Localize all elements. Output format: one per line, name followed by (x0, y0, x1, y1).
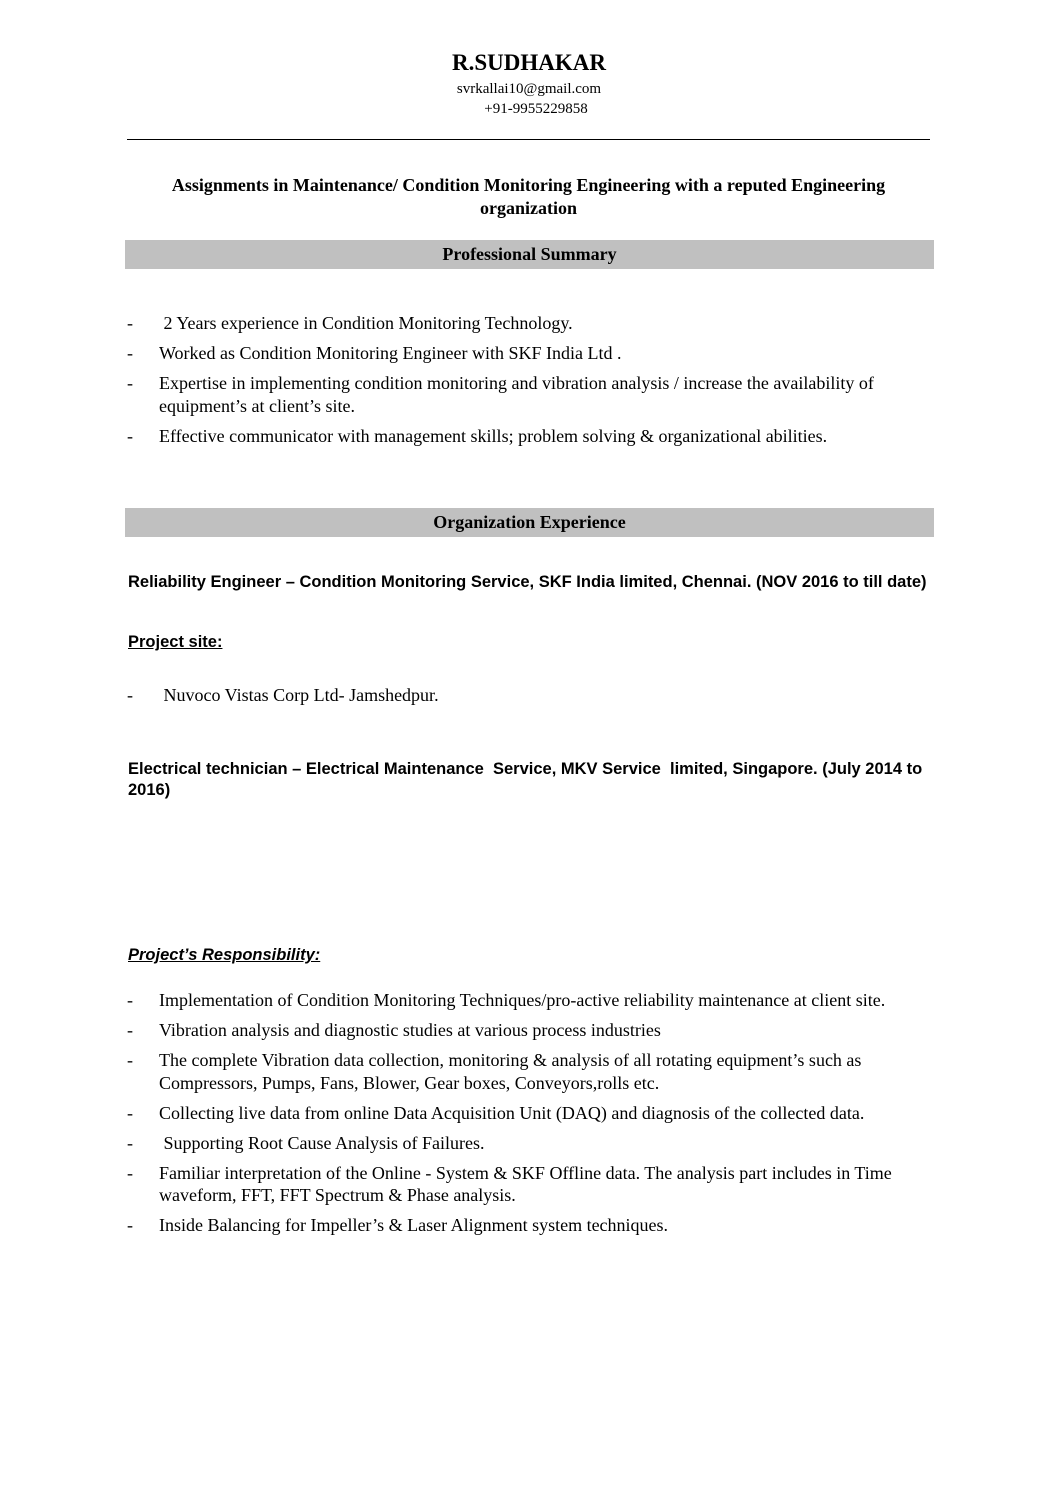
career-objective: Assignments in Maintenance/ Condition Monitoring Engineering with a reputed Engineering organization (171, 175, 886, 218)
dash-bullet: - (127, 1050, 133, 1070)
dash-bullet: - (127, 1102, 133, 1123)
phone-number: +91-9955229858 (484, 101, 588, 117)
dash-bullet: - (127, 990, 133, 1010)
list-item: - Familiar interpretation of the Online - System & SKF Offline data. The analysis part includes in Time waveform, FFT, FFT Spectrum & Phase analysis. (127, 1162, 892, 1205)
list-item: - 2 Years experience in Condition Monitoring Technology. (127, 313, 573, 333)
job-title-electrical-technician: Electrical technician – Electrical Maintenance Service, MKV Service limited, Singapore. (July 2014 to 2016) (128, 760, 927, 799)
project-site-heading: Project site: (128, 633, 223, 651)
dash-bullet: - (127, 343, 133, 363)
list-item: - Effective communicator with management skills; problem solving & organizational abilities. (127, 425, 828, 446)
job-title-reliability-engineer: Reliability Engineer – Condition Monitoring Service, SKF India limited, Chennai. (NOV 2016 to till date) (128, 573, 927, 591)
section-header-organization-experience: Organization Experience (125, 508, 934, 537)
list-item: - Supporting Root Cause Analysis of Failures. (127, 1132, 485, 1153)
dash-bullet: - (127, 685, 133, 705)
dash-bullet: - (127, 1162, 133, 1183)
list-item: - Collecting live data from online Data Acquisition Unit (DAQ) and diagnosis of the collected data. (127, 1102, 865, 1123)
list-item: - Nuvoco Vistas Corp Ltd- Jamshedpur. (127, 685, 439, 705)
dash-bullet: - (127, 425, 133, 446)
dash-bullet: - (127, 313, 133, 333)
candidate-name: R.SUDHAKAR (452, 50, 606, 75)
dash-bullet: - (127, 1215, 133, 1235)
email-address: svrkallai10@gmail.com (456, 81, 602, 97)
list-item: - Implementation of Condition Monitoring Techniques/pro-active reliability maintenance at client site. (127, 990, 886, 1010)
list-item: - Vibration analysis and diagnostic studies at various process industries (127, 1020, 661, 1040)
summary-list (127, 312, 937, 455)
responsibility-heading: Project’s Responsibility: (128, 946, 321, 964)
list-item: - The complete Vibration data collection, monitoring & analysis of all rotating equipment’s such as Compressors, Pumps, Fans, Blower, Gear boxes, Conveyors,rolls etc. (127, 1050, 862, 1093)
project-site-list (127, 684, 937, 714)
dash-bullet: - (127, 1132, 133, 1153)
list-item: - Worked as Condition Monitoring Engineer with SKF India Ltd . (127, 343, 622, 363)
header-divider (127, 139, 930, 140)
section-header-professional-summary: Professional Summary (125, 240, 934, 269)
list-item: - Expertise in implementing condition monitoring and vibration analysis / increase the availability of equipment’s at client’s site. (127, 373, 874, 416)
dash-bullet: - (127, 373, 133, 393)
list-item: - Inside Balancing for Impeller’s & Laser Alignment system techniques. (127, 1215, 669, 1235)
responsibility-list (127, 989, 937, 1244)
dash-bullet: - (127, 1020, 133, 1040)
